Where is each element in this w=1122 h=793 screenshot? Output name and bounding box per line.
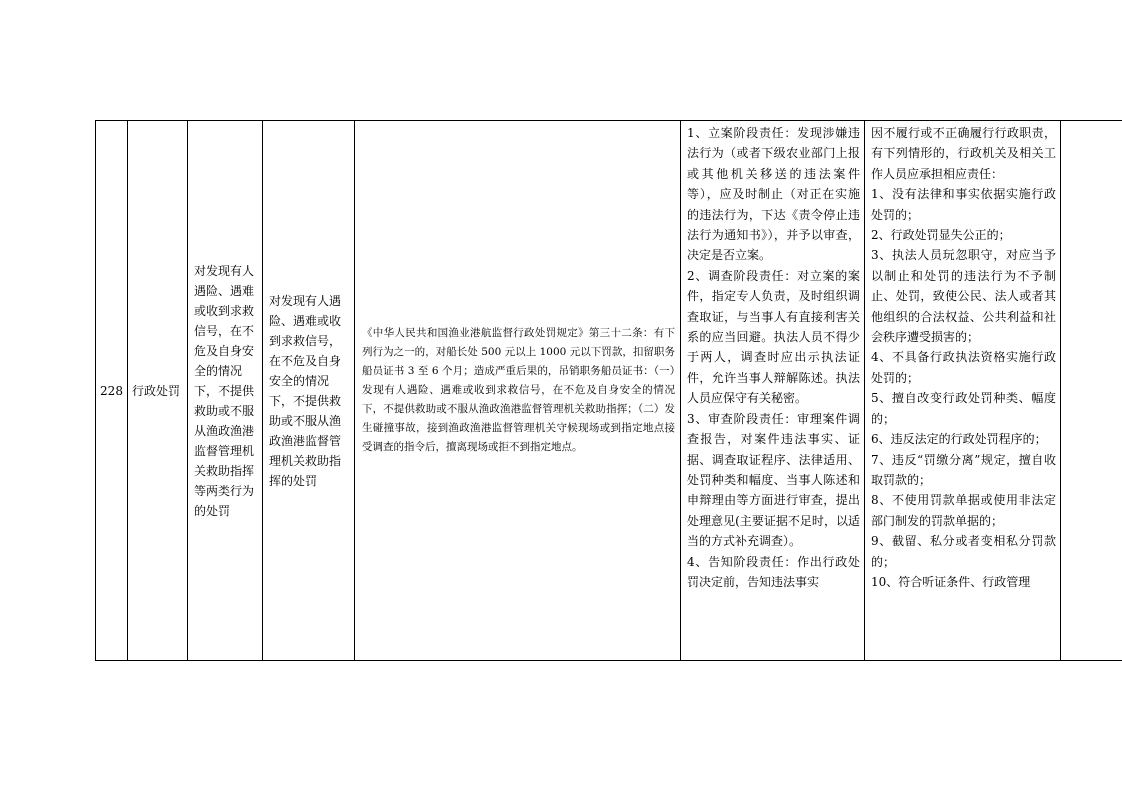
accountability-item: 1、没有法律和事实依据实施行政处罚的； (871, 187, 1056, 222)
accountability-item: 6、违反法定的行政处罚程序的； (871, 432, 1047, 447)
accountability-item: 9、截留、私分或者变相私分罚款的； (871, 534, 1056, 569)
accountability-item: 2、行政处罚显失公正的； (871, 228, 1011, 243)
accountability-list (865, 121, 1061, 661)
responsibility-item: 1、立案阶段责任：发现涉嫌违法行为（或者下级农业部门上报或其他机关移送的违法案件等），应及时制止（对正在实施的违法行为，下达《责令停止违法行为通知书》），并予以审查，决定是否立案。 (687, 126, 860, 263)
responsibility-item: 3、审查阶段责任：审理案件调查报告，对案件违法事实、证据、调查取证程序、法律适用、处罚种类和幅度、当事人陈述和申辩理由等方面进行审查，提出处理意见(主要证据不足时，以适当的方式补充调查）。 (687, 411, 860, 549)
legal-basis: 《中华人民共和国渔业港航监督行政处罚规定》第三十二条：有下列行为之一的，对船长处 500 元以上 1000 元以下罚款，扣留职务船员证书 3 至 6 个月；造成严重后果的，吊销职务船员证书：（一）发现有人遇险、遇难或收到求救信号，在不危及自身安全的情况下，不提供救助或不服从渔政渔港监督管理机关救助指挥；（二）发生碰撞事故，接到渔政渔港监督管理机关守候现场或到指定地点接受调查的指令后，擅离现场或拒不到指定地点。 (355, 121, 681, 661)
table-row (96, 121, 1122, 661)
accountability-item: 5、擅自改变行政处罚种类、幅度的； (871, 391, 1056, 426)
accountability-item: 7、违反“罚缴分离”规定，擅自收取罚款的； (871, 452, 1056, 487)
penalty-table (95, 120, 1122, 661)
responsibility-item: 2、调查阶段责任：对立案的案件，指定专人负责，及时组织调查取证，与当事人有直接利害关系的应当回避。执法人员不得少于两人，调查时应出示执法证件，允许当事人辩解陈述。执法人员应保守有关秘密。 (687, 268, 860, 406)
item-category: 行政处罚 (128, 121, 188, 661)
note-cell (1061, 121, 1122, 661)
accountability-item: 8、不使用罚款单据或使用非法定部门制发的罚款单据的； (871, 493, 1056, 528)
item-number: 228 (96, 121, 128, 661)
sub-item-name: 对发现有人遇险、遇难或收到求救信号，在不危及自身安全的情况下，不提供救助或不服从渔政渔港监督管理机关救助指挥的处罚 (263, 121, 355, 661)
responsibility-list (681, 121, 865, 661)
accountability-item: 10、符合听证条件、行政管理 (871, 574, 1031, 589)
accountability-item: 3、执法人员玩忽职守，对应当予以制止和处罚的违法行为不予制止、处罚，致使公民、法人或者其他组织的合法权益、公共利益和社会秩序遭受损害的； (871, 248, 1056, 345)
accountability-item: 因不履行或不正确履行行政职责，有下列情形的，行政机关及相关工作人员应承担相应责任： (871, 126, 1056, 181)
item-name: 对发现有人遇险、遇难或收到求救信号，在不危及自身安全的情况下，不提供救助或不服从渔政渔港监督管理机关救助指挥等两类行为的处罚 (188, 121, 263, 661)
accountability-item: 4、不具备行政执法资格实施行政处罚的； (871, 350, 1056, 385)
responsibility-item: 4、告知阶段责任：作出行政处罚决定前，告知违法事实 (687, 554, 860, 589)
